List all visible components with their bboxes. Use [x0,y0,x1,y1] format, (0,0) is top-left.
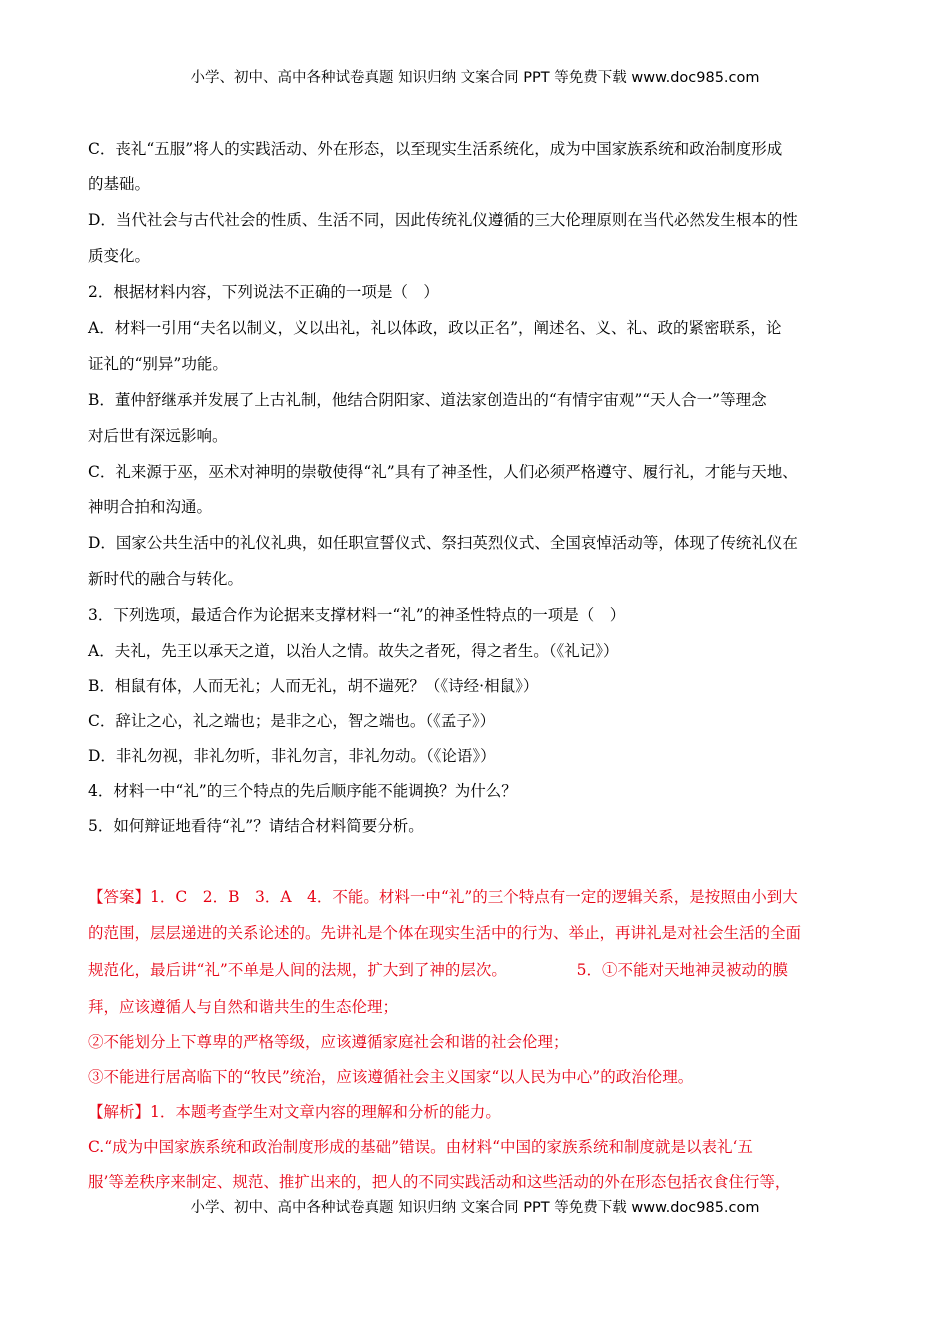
question-2-stem: 2．根据材料内容，下列说法不正确的一项是（ ） [88,283,439,301]
analysis-line-1: 【解析】1．本题考查学生对文章内容的理解和分析的能力。 [88,1103,501,1121]
question-2-option-b-line-2: 对后世有深远影响。 [88,427,228,445]
question-2-option-c-line-1: C．礼来源于巫，巫术对神明的崇敬使得“礼”具有了神圣性，人们必须严格遵守、履行礼，才能与天地、 [88,463,798,481]
question-2-option-c-line-2: 神明合拍和沟通。 [88,498,213,516]
question-3-option-b: B．相鼠有体，人而无礼；人而无礼，胡不遄死？（《诗经·相鼠》） [88,677,539,695]
question-2-option-b-line-1: B．董仲舒继承并发展了上古礼制，他结合阴阳家、道法家创造出的“有情宇宙观”“天人合一”等理念 [88,391,767,409]
question-2-option-d-line-1: D．国家公共生活中的礼仪礼典，如任职宣誓仪式、祭扫英烈仪式、全国哀悼活动等，体现了传统礼仪在 [88,534,798,552]
answer-line-5: ②不能划分上下尊卑的严格等级，应该遵循家庭社会和谐的社会伦理； [88,1033,569,1051]
question-3-option-c: C．辞让之心，礼之端也；是非之心，智之端也。（《孟子》） [88,712,496,730]
question-2-option-a-line-2: 证礼的“别异”功能。 [88,355,228,373]
question-5: 5．如何辩证地看待“礼”？请结合材料简要分析。 [88,817,424,835]
answer-line-4: 拜，应该遵循人与自然和谐共生的生态伦理； [88,998,399,1016]
analysis-line-2: C.“成为中国家族系统和政治制度形成的基础”错误。由材料“中国的家族系统和制度就是以表礼‘五 [88,1138,753,1156]
question-1-option-d-line-1: D．当代社会与古代社会的性质、生活不同，因此传统礼仪遵循的三大伦理原则在当代必然发生根本的性 [88,211,798,229]
answer-line-1: 【答案】1．C 2．B 3．A 4．不能。材料一中“礼”的三个特点有一定的逻辑关系，是按照由小到大 [88,888,798,906]
question-4: 4．材料一中“礼”的三个特点的先后顺序能不能调换？为什么？ [88,782,517,800]
page-footer: 小学、初中、高中各种试卷真题 知识归纳 文案合同 PPT 等免费下载 www.doc985.com [190,1200,760,1216]
answer-line-2: 的范围，层层递进的关系论述的。先讲礼是个体在现实生活中的行为、举止，再讲礼是对社会生活的全面 [88,924,802,942]
question-3-stem: 3．下列选项，最适合作为论据来支撑材料一“礼”的神圣性特点的一项是（ ） [88,606,626,624]
question-1-option-c-line-1: C．丧礼“五服”将人的实践活动、外在形态，以至现实生活系统化，成为中国家族系统和政治制度形成 [88,140,783,158]
analysis-line-3: 服’等差秩序来制定、规范、推扩出来的，把人的不同实践活动和这些活动的外在形态包括衣食住行等， [88,1173,791,1191]
question-1-option-d-line-2: 质变化。 [88,247,151,265]
answer-line-3: 规范化，最后讲“礼”不单是人间的法规，扩大到了神的层次。 5．①不能对天地神灵被动的膜 [88,961,788,979]
question-2-option-a-line-1: A．材料一引用“夫名以制义，义以出礼，礼以体政，政以正名”，阐述名、义、礼、政的紧密联系，论 [88,319,782,337]
page-header: 小学、初中、高中各种试卷真题 知识归纳 文案合同 PPT 等免费下载 www.doc985.com [190,70,760,86]
question-1-option-c-line-2: 的基础。 [88,175,151,193]
answer-line-6: ③不能进行居高临下的“牧民”统治，应该遵循社会主义国家“以人民为中心”的政治伦理。 [88,1068,694,1086]
question-3-option-a: A．夫礼，先王以承天之道，以治人之情。故失之者死，得之者生。（《礼记》） [88,642,619,660]
question-2-option-d-line-2: 新时代的融合与转化。 [88,570,244,588]
question-3-option-d: D．非礼勿视，非礼勿听，非礼勿言，非礼勿动。（《论语》） [88,747,496,765]
